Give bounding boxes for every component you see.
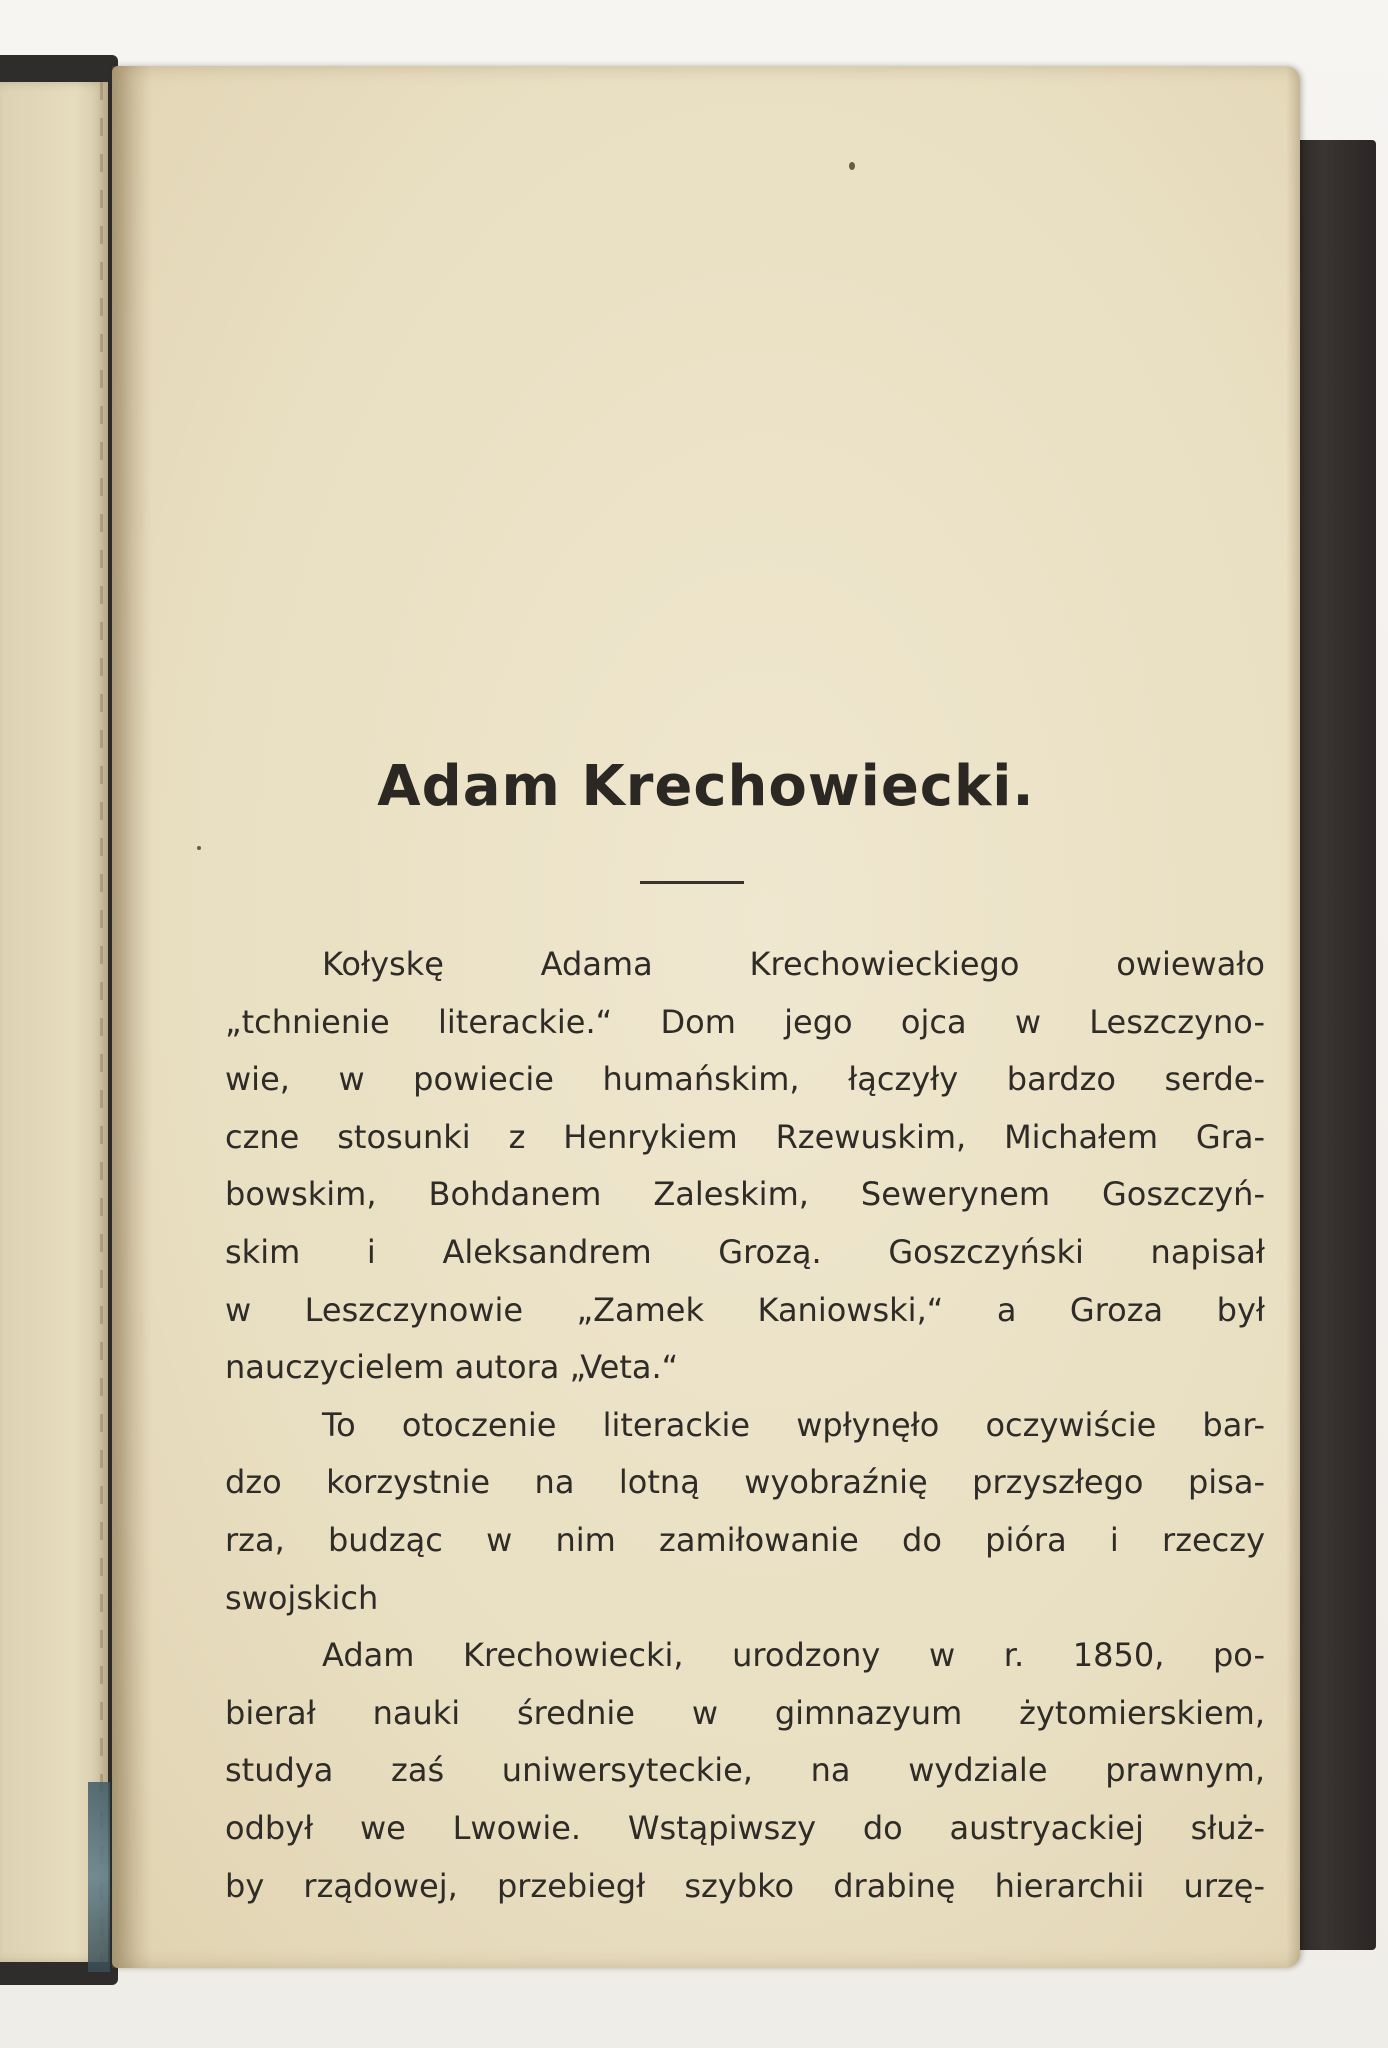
spine-shadow <box>112 66 152 1968</box>
text-line: skim i Aleksandrem Grozą. Goszczyński napisał <box>225 1232 1265 1271</box>
text-line: w Leszczynowie „Zamek Kaniowski,“ a Groza był <box>225 1290 1265 1329</box>
text-line: by rządowej, przebiegł szybko drabinę hierarchii urzę- <box>225 1866 1265 1905</box>
right-book-cover <box>1288 140 1376 1950</box>
text-line: odbył we Lwowie. Wstąpiwszy do austryackiej służ- <box>225 1808 1265 1847</box>
cover-wear <box>88 1782 110 1972</box>
page-edge <box>1286 66 1300 1968</box>
text-line: studya zaś uniwersyteckie, na wydziale prawnym, <box>225 1751 1265 1790</box>
text-line: rza, budząc w nim zamiłowanie do pióra i rzeczy <box>225 1520 1265 1559</box>
text-line: czne stosunki z Henrykiem Rzewuskim, Michałem Gra- <box>225 1117 1265 1156</box>
book-page <box>112 66 1300 1968</box>
chapter-title: Adam Krechowiecki. <box>377 754 1035 819</box>
text-line: „tchnienie literackie.“ Dom jego ojca w Leszczyno- <box>225 1002 1265 1041</box>
text-line: bowskim, Bohdanem Zaleskim, Sewerynem Goszczyń- <box>225 1175 1265 1214</box>
text-line: bierał nauki średnie w gimnazyum żytomierskiem, <box>225 1693 1265 1732</box>
binding-stitch <box>100 82 103 1962</box>
paper-speck <box>849 162 855 170</box>
text-line: wie, w powiecie humańskim, łączyły bardzo serde- <box>225 1060 1265 1099</box>
text-line: Adam Krechowiecki, urodzony w r. 1850, po- <box>322 1636 1265 1675</box>
left-page <box>0 82 108 1962</box>
title-rule <box>640 881 744 884</box>
text-line: dzo korzystnie na lotną wyobraźnię przyszłego pisa- <box>225 1463 1265 1502</box>
body-text <box>225 936 1265 1915</box>
text-line: swojskich <box>225 1578 379 1617</box>
text-line: nauczycielem autora „Veta.“ <box>225 1348 679 1387</box>
text-line: Kołyskę Adama Krechowieckiego owiewało <box>322 945 1265 983</box>
paper-speck <box>197 846 201 850</box>
text-line: To otoczenie literackie wpłynęło oczywiście bar- <box>322 1405 1265 1444</box>
